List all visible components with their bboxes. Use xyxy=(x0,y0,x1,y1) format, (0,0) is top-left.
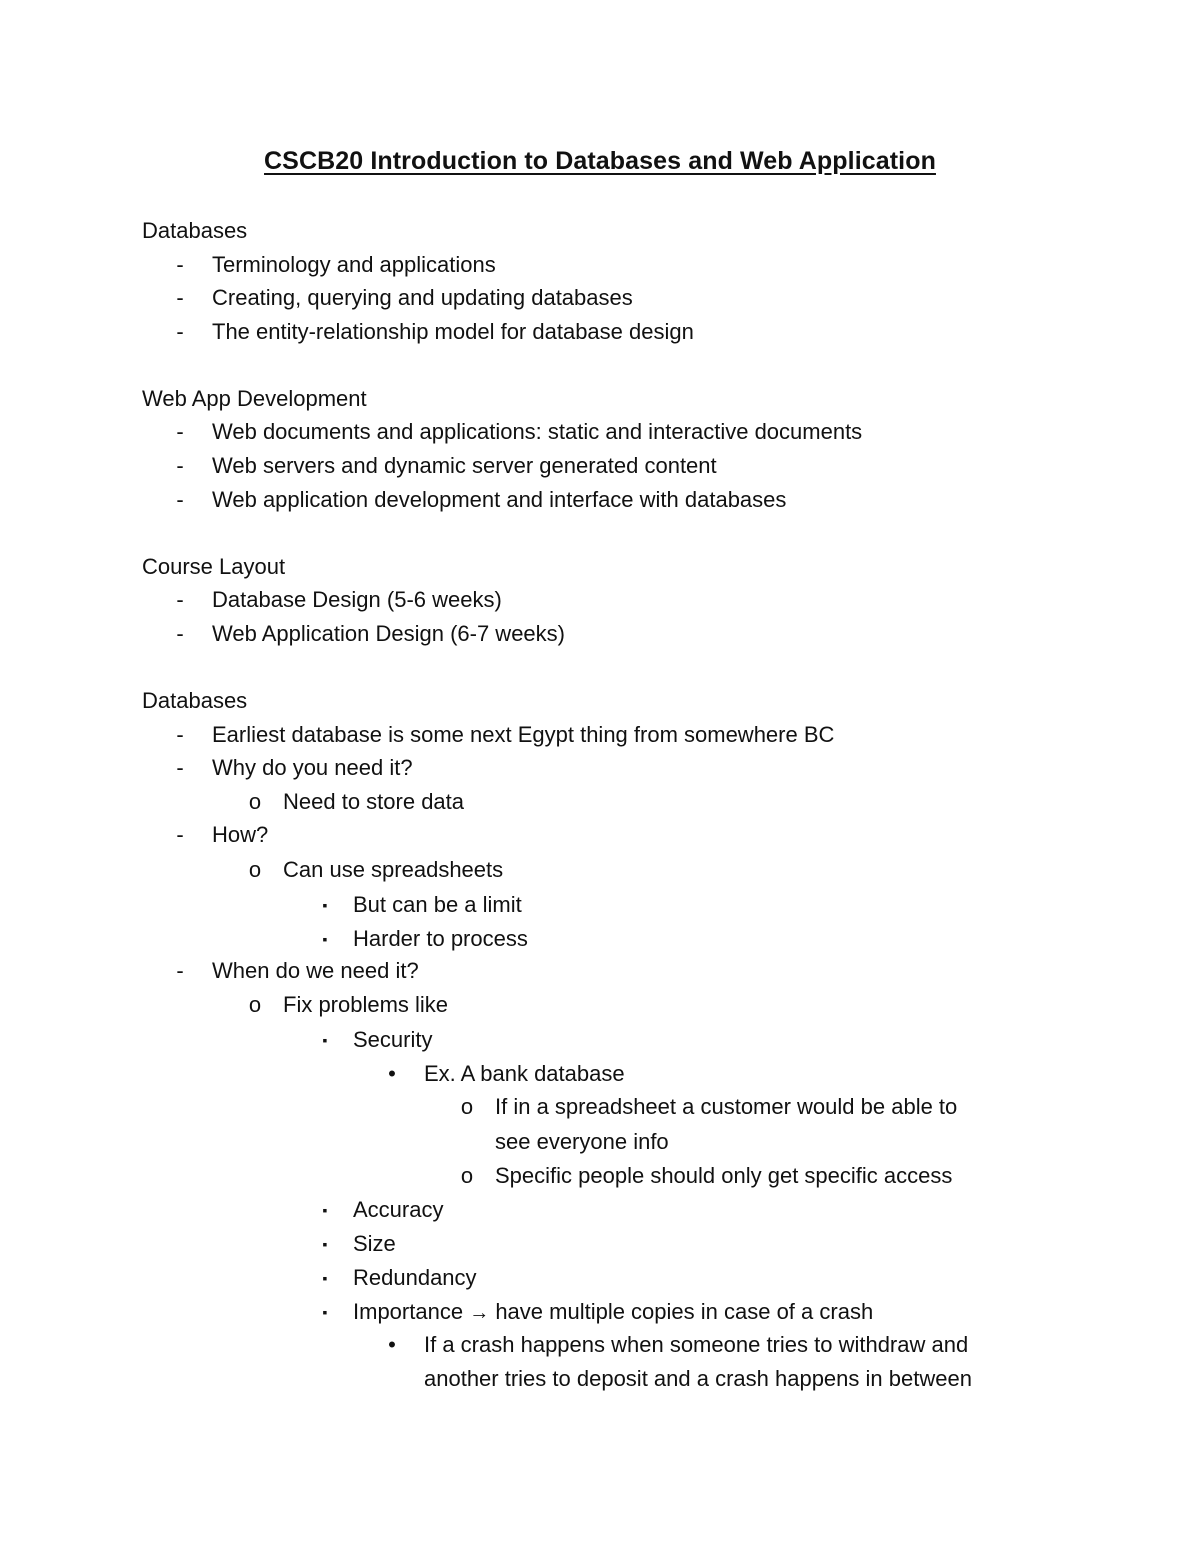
item-text: Accuracy xyxy=(353,1197,444,1222)
dash-bullet: - xyxy=(176,755,184,780)
circle-bullet: o xyxy=(248,857,262,882)
dash-bullet: - xyxy=(176,319,184,344)
item-text: When do we need it? xyxy=(212,958,419,983)
heading-text: Databases xyxy=(142,218,248,243)
right-arrow-icon: → xyxy=(469,1302,490,1324)
heading-text: Course Layout xyxy=(142,554,286,579)
square-bullet: ▪ xyxy=(322,1236,328,1252)
item-text: Terminology and applications xyxy=(212,252,496,277)
dash-bullet: - xyxy=(176,958,184,983)
item-text: If in a spreadsheet a customer would be able to xyxy=(495,1094,958,1119)
item-text: Harder to process xyxy=(353,926,528,951)
circle-bullet: o xyxy=(248,789,262,814)
dash-bullet: - xyxy=(176,285,184,310)
item-text: Security xyxy=(353,1027,433,1052)
document-title: CSCB20 Introduction to Databases and Web Application xyxy=(264,147,936,175)
item-text-part: have multiple copies in case of a crash xyxy=(495,1299,874,1324)
item-text: Web servers and dynamic server generated content xyxy=(212,453,717,478)
circle-bullet: o xyxy=(460,1094,474,1119)
item-text: Web Application Design (6-7 weeks) xyxy=(212,621,565,646)
item-text: Creating, querying and updating databases xyxy=(212,285,633,310)
item-text: Redundancy xyxy=(353,1265,477,1290)
item-text: How? xyxy=(212,822,269,847)
item-text: But can be a limit xyxy=(353,892,522,917)
dash-bullet: - xyxy=(176,453,184,478)
circle-bullet: o xyxy=(460,1163,474,1188)
heading-text: Web App Development xyxy=(142,386,367,411)
item-text: Specific people should only get specific access xyxy=(495,1163,953,1188)
dash-bullet: - xyxy=(176,621,184,646)
dash-bullet: - xyxy=(176,822,184,847)
item-text: Ex. A bank database xyxy=(424,1061,625,1086)
item-text: Fix problems like xyxy=(283,992,449,1017)
item-text: another tries to deposit and a crash happens in between xyxy=(424,1366,972,1391)
circle-bullet: o xyxy=(248,992,262,1017)
dot-bullet: • xyxy=(388,1061,396,1086)
heading-text: Databases xyxy=(142,688,248,713)
item-text: Earliest database is some next Egypt thing from somewhere BC xyxy=(212,722,835,747)
square-bullet: ▪ xyxy=(322,931,328,947)
square-bullet: ▪ xyxy=(322,1270,328,1286)
item-text: The entity-relationship model for database design xyxy=(212,319,694,344)
item-text: see everyone info xyxy=(495,1129,669,1154)
item-text: Can use spreadsheets xyxy=(283,857,504,882)
item-text: If a crash happens when someone tries to withdraw and xyxy=(424,1332,969,1357)
item-text: Web application development and interface with databases xyxy=(212,487,787,512)
item-text: Database Design (5-6 weeks) xyxy=(212,587,502,612)
item-text: Size xyxy=(353,1231,396,1256)
dash-bullet: - xyxy=(176,587,184,612)
square-bullet: ▪ xyxy=(322,1032,328,1048)
dash-bullet: - xyxy=(176,722,184,747)
dash-bullet: - xyxy=(176,419,184,444)
square-bullet: ▪ xyxy=(322,1202,328,1218)
dash-bullet: - xyxy=(176,252,184,277)
item-text: Why do you need it? xyxy=(212,755,413,780)
square-bullet: ▪ xyxy=(322,897,328,913)
dash-bullet: - xyxy=(176,487,184,512)
item-text: Web documents and applications: static and interactive documents xyxy=(212,419,863,444)
square-bullet: ▪ xyxy=(322,1304,328,1320)
item-text xyxy=(353,1295,873,1330)
item-text: Need to store data xyxy=(283,789,465,814)
item-text-part: Importance xyxy=(353,1299,464,1324)
dot-bullet: • xyxy=(388,1332,396,1357)
